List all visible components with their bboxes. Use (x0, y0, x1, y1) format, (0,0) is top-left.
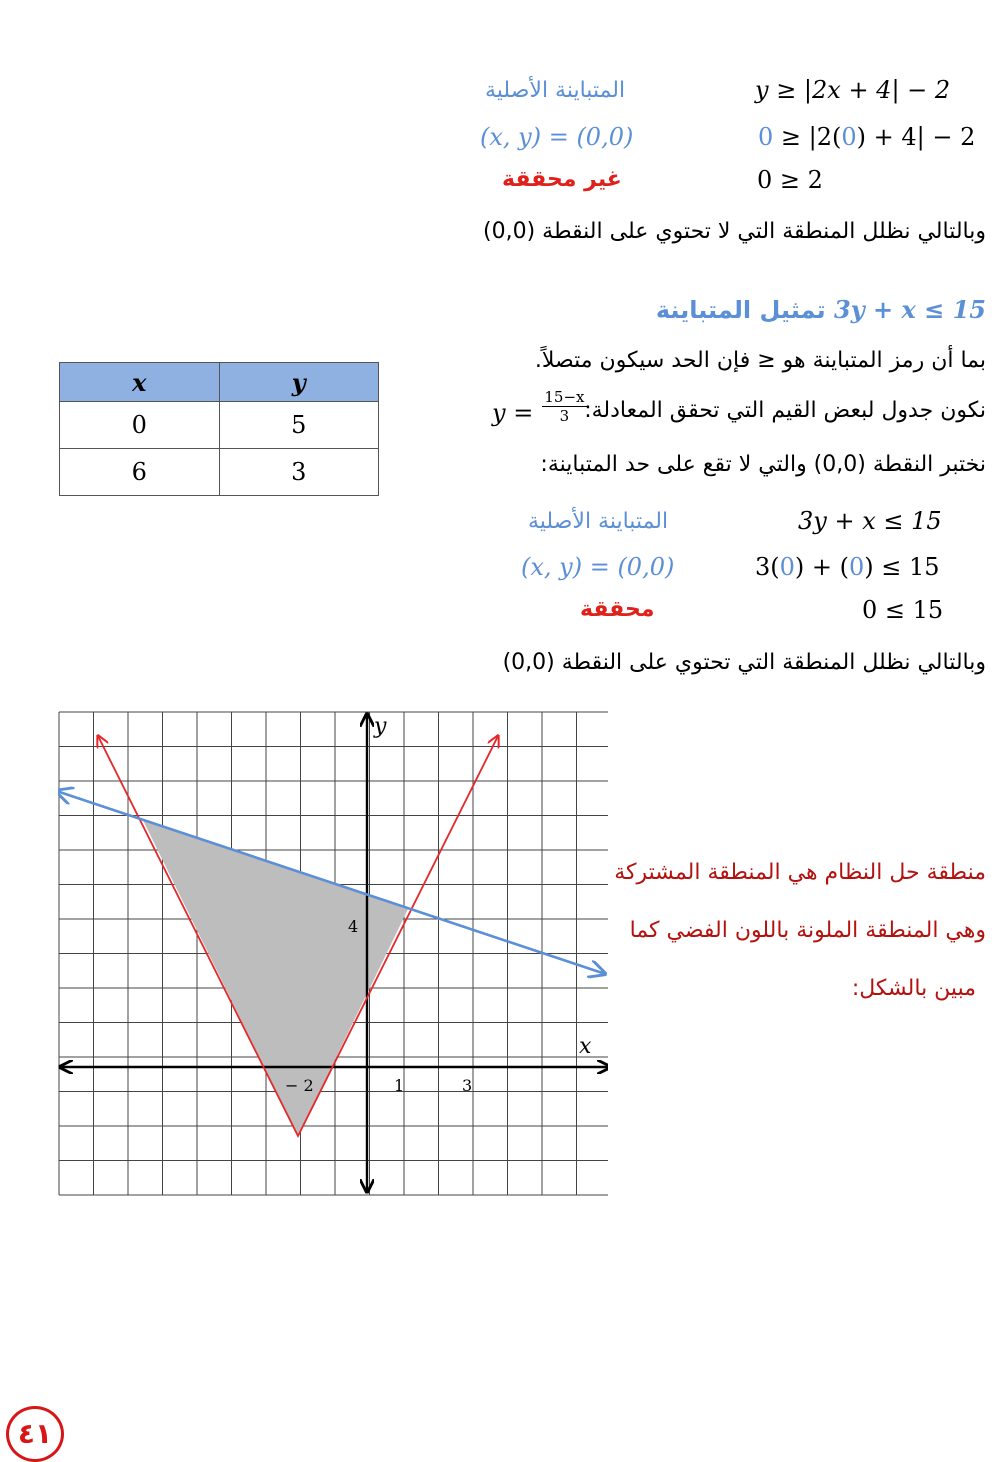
note-line-1: منطقة حل النظام هي المنطقة المشتركة (614, 860, 986, 885)
substitution-1: 0 ≥ |2(0) + 4| − 2 (758, 123, 976, 151)
tick-label-3: 3 (462, 1076, 473, 1095)
table-intro: نكون جدول لبعض القيم التي تحقق المعادلة: (584, 398, 986, 423)
table-cell: 5 (219, 402, 379, 449)
section-heading: تمثيل المتباينة 3y + x ≤ 15 (655, 295, 986, 324)
conclusion-1: وبالتالي نظلل المنطقة التي لا تحتوي على النقطة (0,0) (483, 219, 986, 244)
table-cell: 0 (60, 402, 220, 449)
note-line-2: وهي المنطقة الملونة باللون الفضي كما (629, 918, 986, 943)
solution-region (143, 820, 409, 1136)
conclusion-2: وبالتالي نظلل المنطقة التي تحتوي على النقطة (0,0) (502, 650, 986, 675)
equation-y: y = $\frac{15-x}{3}$ (492, 388, 585, 427)
values-table (59, 362, 379, 496)
table-cell: 3 (219, 449, 379, 496)
table-cell: 6 (60, 449, 220, 496)
result-expr-2: 0 ≤ 15 (862, 596, 944, 624)
original-inequality-label-2: المتباينة الأصلية (528, 509, 669, 534)
tick-label-minus-2: − 2 (285, 1076, 314, 1095)
inequality-abs: y ≥ |2x + 4| − 2 (755, 76, 951, 104)
test-point-intro: نختبر النقطة (0,0) والتي لا تقع على حد المتباينة: (540, 452, 986, 477)
inequality-linear: 3y + x ≤ 15 (798, 507, 942, 535)
original-inequality-label-1: المتباينة الأصلية (485, 78, 626, 103)
x-axis-label: x (579, 1034, 592, 1059)
result-expr-1: 0 ≥ 2 (757, 166, 823, 194)
table-row (60, 402, 379, 449)
table-row (60, 449, 379, 496)
test-point-label-2: (x, y) = (0,0) (521, 553, 675, 581)
table-header-y: y (219, 363, 379, 402)
substitution-2: 3(0) + (0) ≤ 15 (755, 553, 940, 581)
tick-label-1: 1 (394, 1076, 405, 1095)
note-line-3: مبين بالشكل: (851, 976, 976, 1001)
system-graph (58, 711, 608, 1211)
result-not-satisfied: غير محققة (502, 167, 622, 192)
result-satisfied: محققة (580, 597, 655, 622)
boundary-solid-note: بما أن رمز المتباينة هو ≤ فإن الحد سيكون متصلاً. (534, 348, 986, 373)
page-number-badge: ٤١ (6, 1406, 64, 1462)
y-axis-label: y (374, 714, 387, 739)
tick-label-4: 4 (348, 917, 359, 936)
test-point-label-1: (x, y) = (0,0) (480, 123, 634, 151)
table-header-x: x (60, 363, 220, 402)
